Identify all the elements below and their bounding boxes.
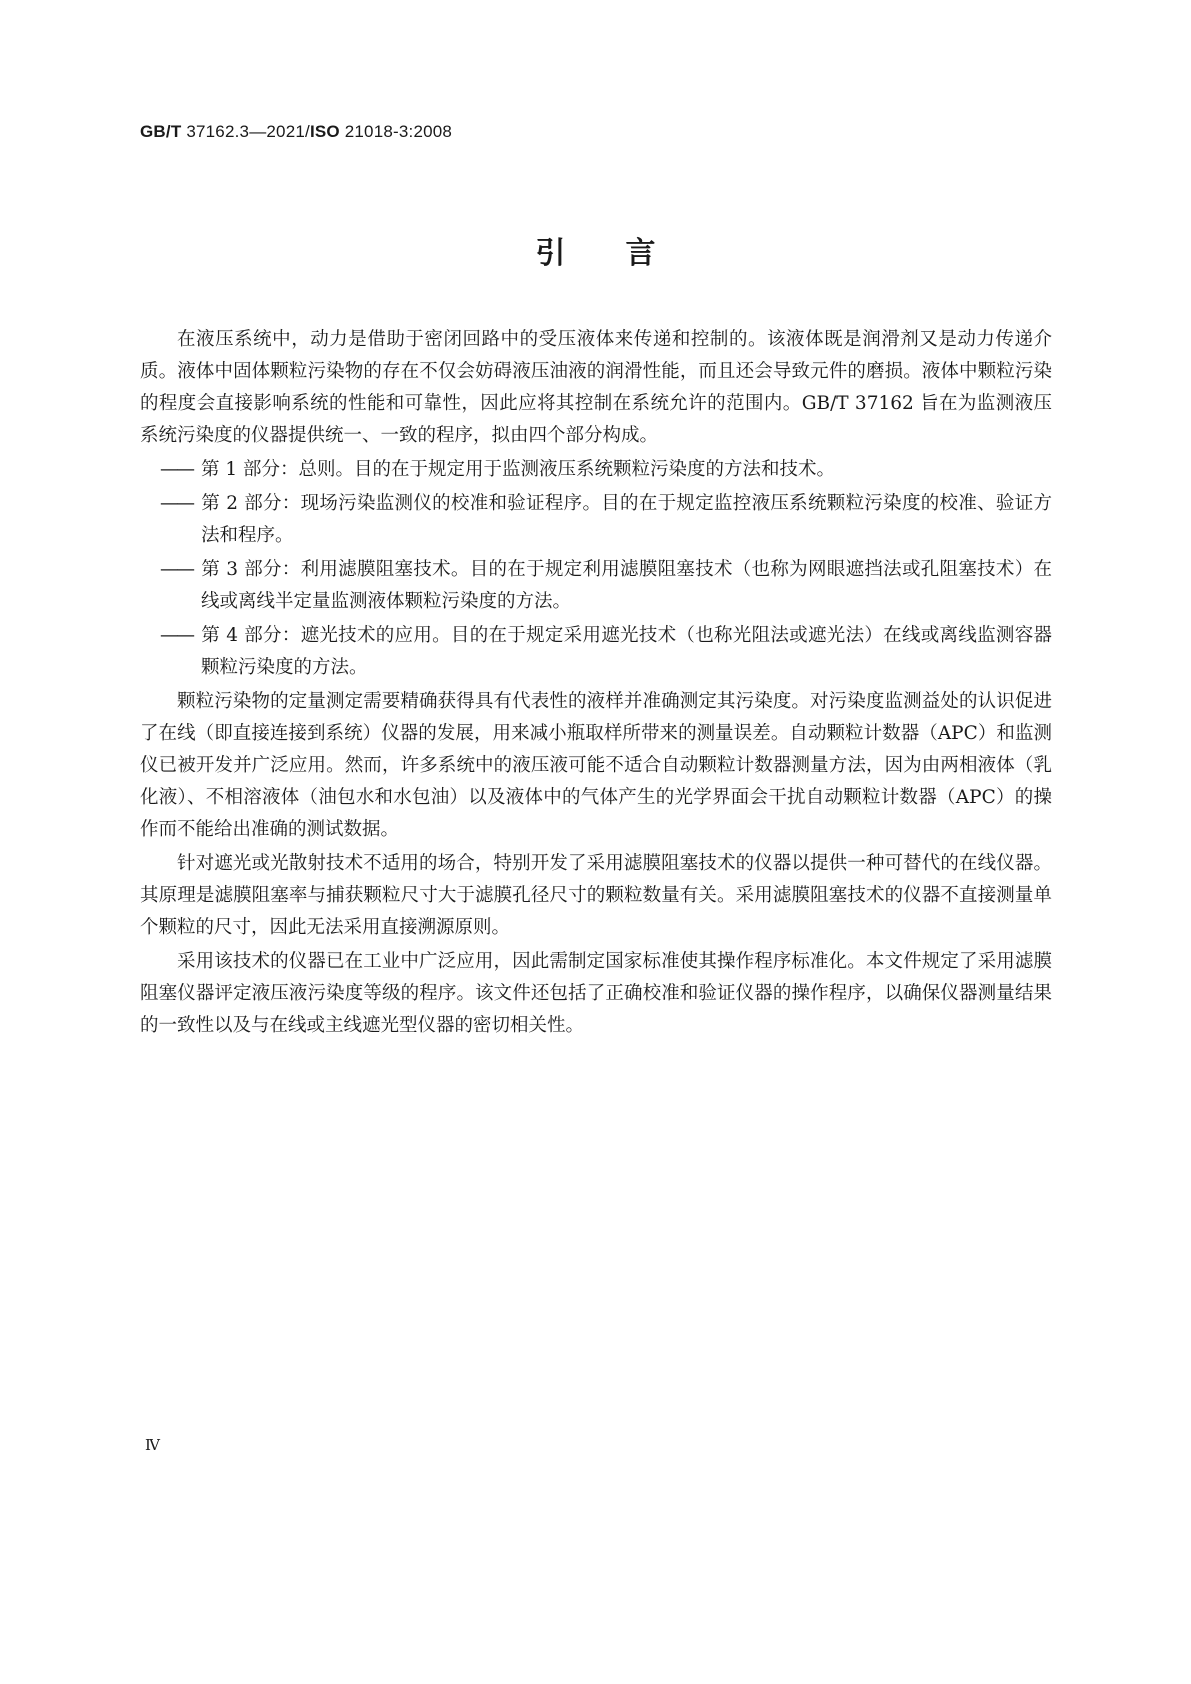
standard-number: 37162.3—2021/ (181, 122, 310, 141)
standard-header (140, 122, 452, 142)
paragraph-2: 颗粒污染物的定量测定需要精确获得具有代表性的液样并准确测定其污染度。对污染度监测益处的认识促进了在线（即直接连接到系统）仪器的发展，用来减小瓶取样所带来的测量误差。自动颗粒计数器（APC）和监测仪已被开发并广泛应用。然而，许多系统中的液压液可能不适合自动颗粒计数器测量方法，因为由两相液体（乳化液）、不相溶液体（油包水和水包油）以及液体中的气体产生的光学界面会干扰自动颗粒计数器（APC）的操作而不能给出准确的测试数据。 (140, 691, 1052, 840)
list-item-part-2: —— 第 2 部分：现场污染监测仪的校准和验证程序。目的在于规定监控液压系统颗粒污染度的校准、验证方法和程序。 (140, 488, 1052, 552)
section-title-char-2: 言 (625, 236, 656, 271)
iso-number: 21018-3:2008 (339, 122, 453, 141)
section-title-char-1: 引 (535, 236, 566, 271)
introduction-body (140, 324, 1052, 1044)
paragraph-3: 针对遮光或光散射技术不适用的场合，特别开发了采用滤膜阻塞技术的仪器以提供一种可替代的在线仪器。其原理是滤膜阻塞率与捕获颗粒尺寸大于滤膜孔径尺寸的颗粒数量有关。采用滤膜阻塞技术的仪器不直接测量单个颗粒的尺寸，因此无法采用直接溯源原则。 (140, 853, 1052, 938)
paragraph-4: 采用该技术的仪器已在工业中广泛应用，因此需制定国家标准使其操作程序标准化。本文件规定了采用滤膜阻塞仪器评定液压液污染度等级的程序。该文件还包括了正确校准和验证仪器的操作程序，以确保仪器测量结果的一致性以及与在线或主线遮光型仪器的密切相关性。 (140, 951, 1052, 1036)
paragraph-1: 在液压系统中，动力是借助于密闭回路中的受压液体来传递和控制的。该液体既是润滑剂又是动力传递介质。液体中固体颗粒污染物的存在不仅会妨碍液压油液的润滑性能，而且还会导致元件的磨损。液体中颗粒污染的程度会直接影响系统的性能和可靠性，因此应将其控制在系统允许的范围内。GB/T 37162 旨在为监测液压系统污染度的仪器提供统一、一致的程序，拟由四个部分构成。 (140, 329, 1052, 446)
list-item-part-1: —— 第 1 部分：总则。目的在于规定用于监测液压系统颗粒污染度的方法和技术。 (140, 454, 1052, 486)
iso-prefix: ISO (309, 122, 340, 141)
section-title (0, 228, 1191, 272)
list-item-part-3: —— 第 3 部分：利用滤膜阻塞技术。目的在于规定利用滤膜阻塞技术（也称为网眼遮挡法或孔阻塞技术）在线或离线半定量监测液体颗粒污染度的方法。 (140, 554, 1052, 618)
page-number: Ⅳ (145, 1436, 160, 1454)
list-item-part-4: —— 第 4 部分：遮光技术的应用。目的在于规定采用遮光技术（也称光阻法或遮光法）在线或离线监测容器颗粒污染度的方法。 (140, 620, 1052, 684)
standard-prefix: GB/T (140, 122, 182, 141)
